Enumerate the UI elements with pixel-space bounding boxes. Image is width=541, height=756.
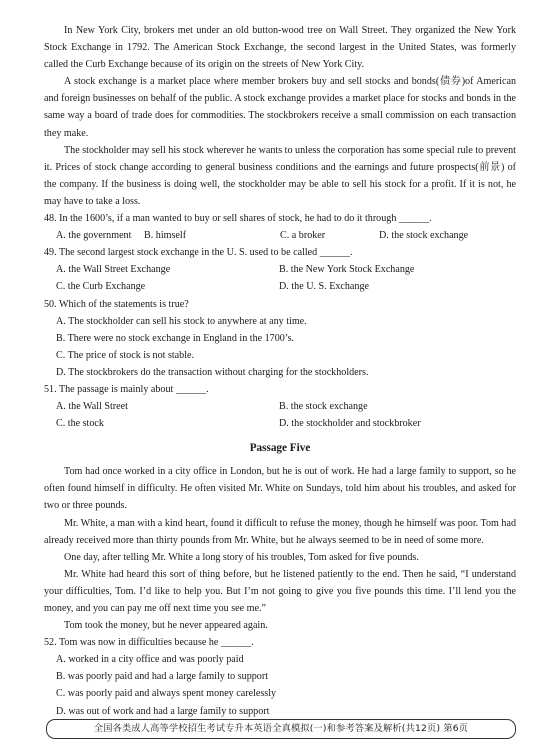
question-49-options-row-1 <box>56 261 516 278</box>
option-c: C. The price of stock is not stable. <box>56 349 195 361</box>
question-50 <box>44 296 516 381</box>
option-c: C. was poorly paid and always spent money carelessly <box>56 688 277 700</box>
exam-page <box>44 22 516 720</box>
option-d: D. the U. S. Exchange <box>279 281 369 293</box>
option-a: A. the Wall Street Exchange <box>56 264 171 276</box>
question-52-stem: 52. Tom was now in difficulties because he ______. <box>44 637 254 649</box>
option-a: A. the government <box>56 230 132 242</box>
passage5-paragraph-1: Tom had once worked in a city office in London, but he is out of work. He had a large family to support, so he often found himself in difficulty. He often visited Mr. White on Sundays, told him about his troubles, and asked for two or three pounds. <box>44 466 516 512</box>
passage4-paragraph-2: A stock exchange is a market place where member brokers buy and sell stocks and bonds(债券)of American and foreign businesses on behalf of the public. A stock exchange provides a market place for stocks and bonds in the same way a board of trade does for commodities. The stockbrokers receive a small commission on each transaction they make. <box>44 76 516 139</box>
passage4-paragraph-3: The stockholder may sell his stock wherever he wants to unless the corporation has some special rule to prevent it. Prices of stock change according to general business conditions and the earnings and future prospects(前景) of the company. If the business is doing well, the stockholder may be able to sell his stock for a profit. If it is not, he may have to take a loss. <box>44 144 516 207</box>
question-48-options <box>56 227 516 244</box>
passage5-paragraph-4: Mr. White had heard this sort of thing before, but he listened patiently to the end. Then he said, “I understand your difficulties, Tom. I’d like to help you. But I’m not going to give you five pounds this time. I’ll lend you the money, and you can pay me off next time you see me.” <box>44 568 516 614</box>
passage5-paragraph-3: One day, after telling Mr. White a long story of his troubles, Tom asked for five pounds. <box>64 551 419 563</box>
option-d: D. The stockbrokers do the transaction without charging for the stockholders. <box>56 366 369 378</box>
option-a: A. The stockholder can sell his stock to anywhere at any time. <box>56 315 307 327</box>
option-b: B. was poorly paid and had a large family to support <box>56 671 269 683</box>
passage4-paragraph-1: In New York City, brokers met under an old button-wood tree on Wall Street. They organized the New York Stock Exchange in 1792. The American Stock Exchange, the second largest in the United States, was formerly called the Curb Exchange because of its origin on the streets of New York City. <box>44 25 516 71</box>
question-49-options-row-2 <box>56 278 516 295</box>
question-49-stem: 49. The second largest stock exchange in the U. S. used to be called ______. <box>44 247 353 259</box>
question-51-options-row-2 <box>56 415 516 432</box>
option-b: B. himself <box>144 230 187 242</box>
option-b: B. the New York Stock Exchange <box>279 264 415 276</box>
question-48 <box>44 210 516 244</box>
option-c: C. a broker <box>280 230 326 242</box>
question-51-stem: 51. The passage is mainly about ______. <box>44 383 209 395</box>
option-d: D. was out of work and had a large family to support <box>56 705 270 717</box>
option-b: B. There were no stock exchange in England in the 1700’s. <box>56 332 295 344</box>
question-51 <box>44 381 516 432</box>
passage5-paragraph-5: Tom took the money, but he never appeared again. <box>64 620 268 632</box>
option-a: A. the Wall Street <box>56 401 128 413</box>
option-d: D. the stock exchange <box>379 230 469 242</box>
option-b: B. the stock exchange <box>279 401 368 413</box>
option-c: C. the Curb Exchange <box>56 281 146 293</box>
page-footer: 全国各类成人高等学校招生考试专升本英语全真模拟(一)和参考答案及解析(共12页) 第6页 <box>46 719 516 739</box>
question-49 <box>44 244 516 295</box>
question-50-stem: 50. Which of the statements is true? <box>44 298 189 310</box>
option-a: A. worked in a city office and was poorly paid <box>56 654 244 666</box>
question-51-options-row-1 <box>56 398 516 415</box>
option-c: C. the stock <box>56 418 104 430</box>
question-52 <box>44 634 516 719</box>
passage5-paragraph-2: Mr. White, a man with a kind heart, found it difficult to refuse the money, though he himself was poor. Tom had already received more than thirty pounds from Mr. White, but he always seemed to be in need of some more. <box>44 517 516 546</box>
passage5-title: Passage Five <box>249 442 311 455</box>
option-d: D. the stockholder and stockbroker <box>279 418 421 430</box>
question-48-stem: 48. In the 1600’s, if a man wanted to buy or sell shares of stock, he had to do it through ______. <box>44 213 432 225</box>
